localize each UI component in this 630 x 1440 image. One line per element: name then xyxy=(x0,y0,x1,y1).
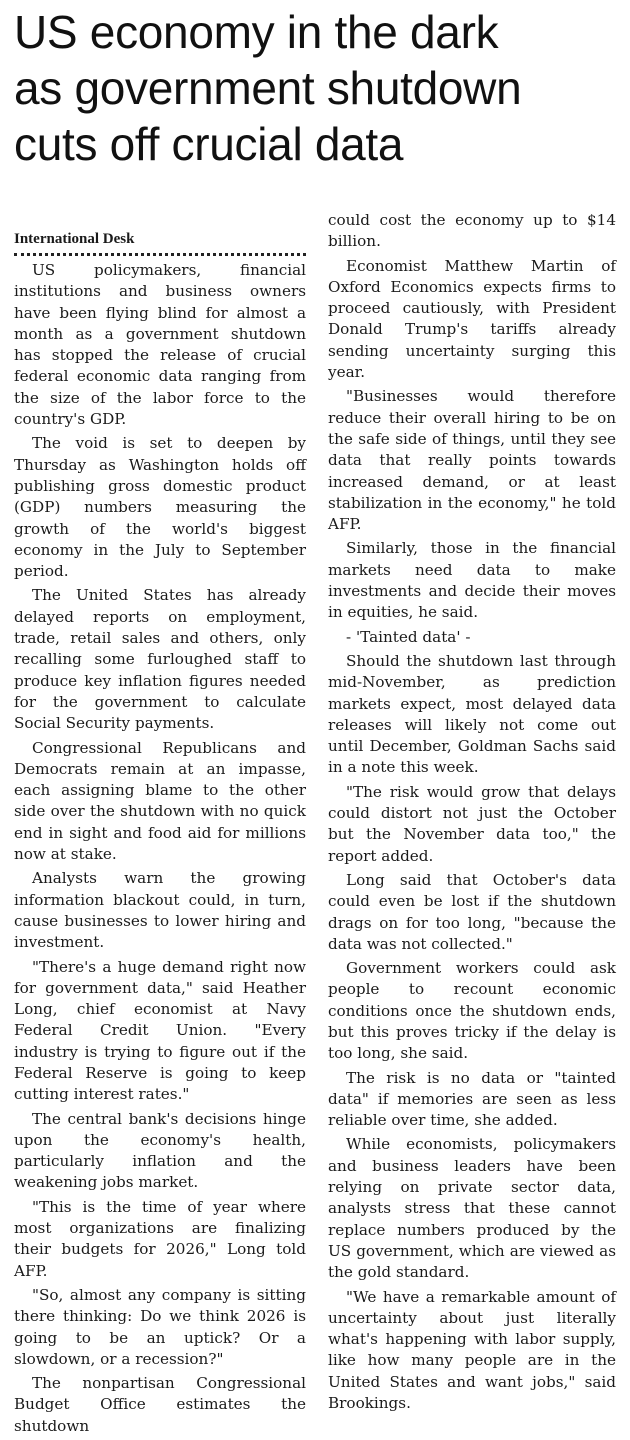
paragraph: Similarly, those in the financial markets need data to make investments and decide their moves in equities, he said. xyxy=(328,539,616,622)
section-subhead: - 'Tainted data' - xyxy=(346,627,471,646)
headline-line-3: cuts off crucial data xyxy=(14,118,404,170)
paragraph: The risk is no data or "tainted data" if memories are seen as less reliable over time, she added. xyxy=(328,1068,616,1130)
paragraph: Long said that October's data could even be lost if the shutdown drags on for too long, "because the data was not collected." xyxy=(328,870,616,953)
paragraph: The nonpartisan Congressional Budget Office estimates the shutdown xyxy=(14,1374,306,1435)
paragraph: The central bank's decisions hinge upon the economy's health, particularly inflation and the weakening jobs market. xyxy=(14,1109,306,1192)
paragraph: The United States has already delayed reports on employment, trade, retail sales and others, only recalling some furloughed staff to produce key inflation figures needed for the government to calculate Social Security payments. xyxy=(14,586,306,733)
paragraph: "This is the time of year where most organizations are finalizing their budgets for 2026," Long told AFP. xyxy=(14,1197,306,1280)
paragraph: Should the shutdown last through mid-November, as prediction markets expect, most delayed data releases will likely not come out until December, Goldman Sachs said in a note this week. xyxy=(328,651,616,777)
paragraph: Congressional Republicans and Democrats remain at an impasse, each assigning blame to the other side over the shutdown with no quick end in sight and food aid for millions now at stake. xyxy=(14,738,306,864)
article-column-right xyxy=(328,210,616,1417)
paragraph: US policymakers, financial institutions and business owners have been flying blind for almost a month as a government shutdown has stopped the release of crucial federal economic data ranging from the size of the labor force to the country's GDP. xyxy=(14,261,306,429)
paragraph: Economist Matthew Martin of Oxford Economics expects firms to proceed cautiously, with President Donald Trump's tariffs already sending uncertainty surging this year. xyxy=(328,256,616,382)
article-column-left xyxy=(14,230,306,1440)
paragraph: Government workers could ask people to recount economic conditions once the shutdown ends, but this proves tricky if the delay is too long, she said. xyxy=(328,959,616,1063)
paragraph: "We have a remarkable amount of uncertainty about just literally what's happening with labor supply, like how many people are in the United States and want jobs," said Brookings. xyxy=(328,1287,616,1413)
paragraph: "Businesses would therefore reduce their overall hiring to be on the safe side of things, until they see data that really points towards increased demand, or at least stabilization in the economy," he told AFP. xyxy=(328,387,616,534)
paragraph-continued: could cost the economy up to $14 billion. xyxy=(328,211,616,251)
paragraph: "So, almost any company is sitting there thinking: Do we think 2026 is going to be an uptick? Or a slowdown, or a recession?" xyxy=(14,1285,306,1368)
paragraph: "The risk would grow that delays could distort not just the October but the November data too," the report added. xyxy=(328,782,616,865)
paragraph: The void is set to deepen by Thursday as Washington holds off publishing gross domestic product (GDP) numbers measuring the growth of the world's biggest economy in the July to September period. xyxy=(14,434,306,581)
headline-line-2: as government shutdown xyxy=(14,62,522,114)
headline xyxy=(14,4,624,172)
paragraph: Analysts warn the growing information blackout could, in turn, cause businesses to lower hiring and investment. xyxy=(14,869,306,952)
paragraph: While economists, policymakers and business leaders have been relying on private sector data, analysts stress that these cannot replace numbers produced by the US government, which are viewed as the gold standard. xyxy=(328,1135,616,1282)
byline: International Desk xyxy=(14,230,306,256)
headline-line-1: US economy in the dark xyxy=(14,6,499,58)
paragraph: "There's a huge demand right now for government data," said Heather Long, chief economist at Navy Federal Credit Union. "Every industry is trying to figure out if the Federal Reserve is going to keep cutting interest rates." xyxy=(14,957,306,1104)
